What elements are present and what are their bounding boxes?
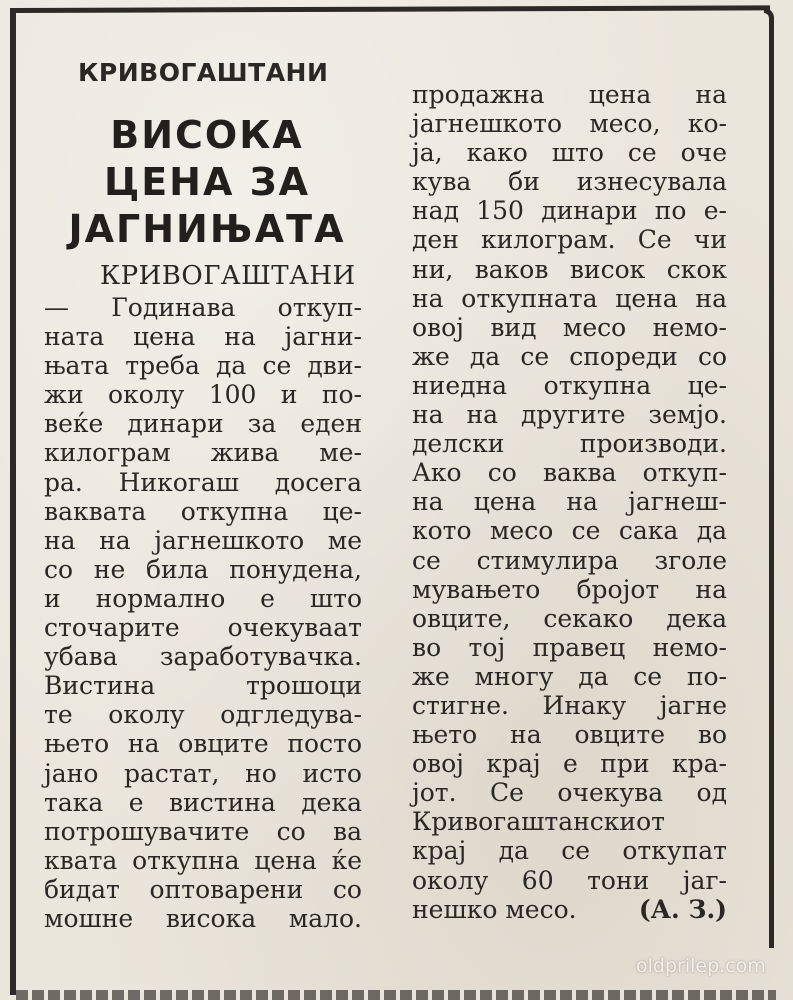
frame-left-border (10, 10, 16, 995)
text-line: стигне. Инаку јагне (412, 690, 727, 720)
text-line: и нормално е што (44, 583, 362, 613)
text-line-content: нешко месо. (412, 894, 577, 924)
text-line (412, 895, 727, 924)
headline-line: ЈАГНИЊАТА (68, 207, 346, 251)
text-line: јагнешкото месо, ко- (412, 109, 727, 139)
text-line: њето на овците во (412, 720, 727, 750)
text-line: крај да се откупат (412, 836, 727, 866)
text-line: мошне висока мало. (44, 903, 362, 933)
text-line: Кривогаштанскиот (412, 807, 665, 837)
text-line: сточарите очекуваат (44, 613, 362, 643)
text-line: — Годинава откуп- (44, 293, 362, 322)
text-line: квата откупна цена ќе (44, 845, 362, 875)
text-line: јано растат, но исто (44, 758, 362, 788)
text-line: овој крај е при кра- (412, 749, 727, 779)
text-line: јот. Се очекува од (412, 778, 727, 808)
author-signature: (А. З.) (638, 894, 727, 924)
text-line: мувањето бројот на (412, 574, 727, 604)
text-line: ниедна откупна це- (412, 370, 727, 400)
article-dateline: КРИВОГАШТАНИ (100, 261, 356, 291)
text-line: жи околу 100 и по- (44, 380, 362, 410)
article-headline (42, 112, 372, 253)
text-line: ја, како што се оче (412, 138, 727, 168)
text-line: те околу одгледува- (44, 700, 362, 730)
text-line: убава заработувачка. (44, 642, 362, 672)
right-column-body (412, 80, 727, 924)
text-line: овој вид месо немо- (412, 312, 727, 342)
text-line: ната цена на јагни- (44, 322, 362, 352)
text-line: на на другите земјо. (412, 400, 727, 430)
text-line: веќе динари за еден (44, 409, 362, 439)
torn-bottom-edge (16, 990, 776, 1000)
headline-line: ВИСОКА (110, 113, 304, 157)
text-line: Ако со ваква откуп- (412, 458, 727, 488)
text-line: ни, ваков висок скок (412, 254, 727, 284)
text-line: же многу да се по- (412, 661, 727, 691)
frame-right-border (764, 8, 774, 948)
text-line: ден килограм. Се чи (412, 225, 727, 255)
watermark: oldprilep.com (636, 955, 766, 977)
article-kicker: КРИВОГАШТАНИ (78, 58, 329, 87)
text-line: ра. Никогаш досега (44, 467, 362, 497)
text-line: во тој правец немо- (412, 632, 727, 662)
text-line: делски производи. (412, 429, 727, 459)
text-line: на откупната цена на (412, 283, 727, 313)
headline-line: ЦЕНА ЗА (103, 160, 311, 204)
text-line: на на јагнешкото ме (44, 525, 362, 555)
text-line: њето на овците посто (44, 729, 362, 759)
text-line: над 150 динари по е- (412, 196, 727, 226)
text-line: ваквата откупна це- (44, 496, 362, 526)
text-line: Вистина трошоци (44, 671, 362, 701)
text-line: же да се спореди со (412, 341, 727, 371)
text-line: така е вистина дека (44, 787, 362, 817)
left-column-body (44, 293, 362, 933)
text-line: со не била понудена, (44, 554, 362, 584)
text-line: на цена на јагнеш- (412, 487, 727, 517)
text-line: околу 60 тони јаг- (412, 865, 727, 895)
text-line: се стимулира зголе (412, 545, 727, 575)
text-line: овците, секако дека (412, 603, 727, 633)
text-line: кото месо се сака да (412, 516, 727, 546)
text-line: продажна цена на (412, 80, 727, 109)
text-line: бидат оптоварени со (44, 874, 362, 904)
text-line: килограм жива ме- (44, 438, 362, 468)
text-line: кува би изнесувала (412, 167, 727, 197)
text-line: потрошувачите со ва (44, 816, 362, 846)
text-line: њата треба да се дви- (44, 351, 362, 381)
